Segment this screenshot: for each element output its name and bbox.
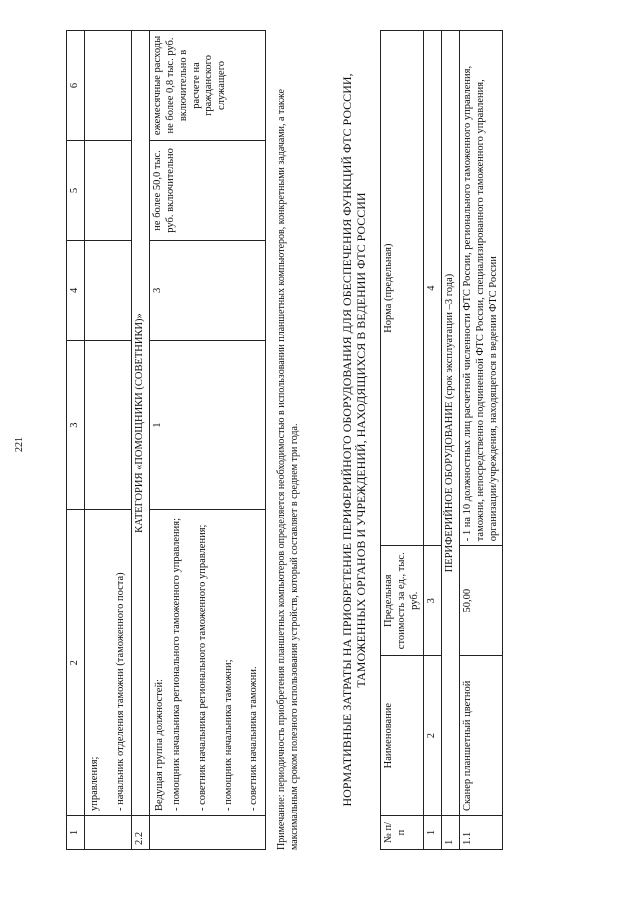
column-number: 2 — [424, 656, 442, 816]
position-item: - помощник начальника регионального таможенного управления; — [170, 517, 182, 812]
row-text: управления; — [88, 756, 100, 812]
group-title: Ведущая группа должностей: — [154, 678, 166, 812]
column-number-row — [424, 31, 442, 850]
quantity-cell: 1 — [150, 340, 266, 510]
header-cell: № п/п — [381, 816, 424, 850]
positions-table — [66, 30, 266, 850]
header-cell: 2 — [67, 510, 85, 816]
column-number: 3 — [424, 546, 442, 656]
category-title: КАТЕГОРИЯ «ПОМОЩНИКИ (СОВЕТНИКИ)» — [132, 31, 150, 816]
category-row — [132, 31, 150, 850]
rotated-page-content — [0, 20, 640, 880]
row-norm: - 1 на 10 должностных лиц расчетной численности ФТС России, регионального таможенного управления, таможни, непосредственно подчиненной ФТС России, специализированного таможенного управления, организации/учреждения, находящегося в ведении ФТС России — [459, 31, 502, 546]
header-cell: 3 — [67, 340, 85, 510]
row-price: 50,00 — [459, 546, 502, 656]
section-title: ПЕРИФЕРИЙНОЕ ОБОРУДОВАНИЕ (срок эксплуатации –3 года) — [442, 31, 460, 816]
column-number: 1 — [424, 816, 442, 850]
header-cell: 1 — [67, 816, 85, 850]
table-note: Примечание: периодичность приобретения планшетных компьютеров определяется необходимостью в использовании планшетных компьютеров, конкретными задачами, а также максимальным сроком полезного использования устройств, который составляет в среднем три года. — [276, 89, 300, 850]
page-number: 221 — [14, 437, 25, 452]
header-cell: 6 — [67, 31, 85, 141]
years-cell: 3 — [150, 240, 266, 340]
section-number: 1 — [442, 816, 460, 850]
table-row — [150, 31, 266, 850]
position-item: - советник начальника таможни. — [248, 666, 260, 812]
column-number: 4 — [424, 31, 442, 546]
table-header-row — [381, 31, 424, 850]
row-text: - начальник отделения таможни (таможенного поста) — [114, 572, 126, 812]
header-cell: 5 — [67, 140, 85, 240]
section-heading: НОРМАТИВНЫЕ ЗАТРАТЫ НА ПРИОБРЕТЕНИЕ ПЕРИФЕРИЙНОГО ОБОРУДОВАНИЯ ДЛЯ ОБЕСПЕЧЕНИЯ ФУНКЦИЙ ФТС РОССИИ, ТАМОЖЕННЫХ ОРГАНОВ И УЧРЕЖДЕНИЙ, НАХОДЯЩИХСЯ В ВЕДЕНИИ ФТС РОССИИ — [340, 73, 369, 807]
header-cell: Предельная стоимость за ед., тыс. руб. — [381, 546, 424, 656]
position-item: - советник начальника регионального таможенного управления; — [196, 524, 208, 812]
header-cell: 4 — [67, 240, 85, 340]
position-item: - помощник начальника таможни; — [222, 659, 234, 812]
table-row — [84, 31, 132, 850]
row-number: 1.1 — [459, 816, 502, 850]
header-cell: Норма (предельная) — [381, 31, 424, 546]
equipment-table — [380, 30, 503, 850]
table-header-row — [67, 31, 85, 850]
expenses-cell: ежемесячные расходы не более 0,8 тыс. руб. включительно в расчете на гражданского служащего — [150, 31, 266, 141]
section-row — [442, 31, 460, 850]
header-cell: Наименование — [381, 656, 424, 816]
table-row — [459, 31, 502, 850]
row-name: Сканер планшетный цветной — [459, 656, 502, 816]
category-number: 2.2 — [132, 816, 150, 850]
price-cell: не более 50,0 тыс. руб. включительно — [150, 140, 266, 240]
